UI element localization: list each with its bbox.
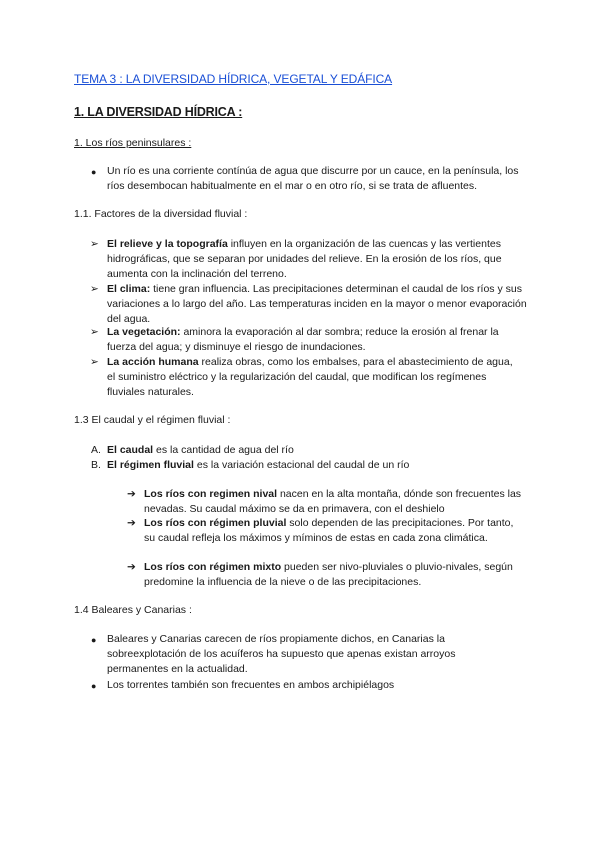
list-item: Los torrentes también son frecuentes en ambos archipiélagos [107,679,395,691]
section-heading-diversidad-hidrica: 1. LA DIVERSIDAD HÍDRICA : [74,105,243,119]
list-marker: B. [91,459,101,471]
document-title: TEMA 3 : LA DIVERSIDAD HÍDRICA, VEGETAL Y EDÁFICA [74,72,393,86]
list-item: Un río es una corriente contínúa de agua que discurre por un cauce, en la península, los ríos desembocan habitualmente en el mar o en otro río, si se trata de afluentes. [107,165,519,192]
arrowhead-icon: ➢ [90,283,99,295]
list-item: El relieve y la topografía influyen en la organización de las cuencas y las vertientes hidrográficas, que se separan por unidades del relieve. En la erosión de los ríos, que aumenta con la inclinación del terreno. [107,238,502,280]
list-item: La acción humana realiza obras, como los embalses, para el abastecimiento de agua, el suministro eléctrico y la regularización del caudal, que modifican los regímenes fluviales naturales. [107,356,513,398]
list-item: El régimen fluvial es la variación estacional del caudal de un río [107,459,410,471]
list-item: El clima: tiene gran influencia. Las precipitaciones determinan el caudal de los ríos y sus variaciones a lo largo del año. Las temperaturas inciden en la mayor o menor evaporación del agua. [107,283,527,325]
bullet-icon: ● [91,635,97,645]
bullet-icon: ● [91,681,97,691]
arrow-right-icon: ➔ [127,561,136,573]
list-item: La vegetación: aminora la evaporación al dar sombra; reduce la erosión al frenar la fuerza del agua; y disminuye el riesgo de inundaciones. [107,326,499,353]
list-item: El caudal es la cantidad de agua del río [107,444,294,456]
subheading-baleares: 1.4 Baleares y Canarias : [74,604,192,616]
list-item: Los ríos con régimen pluvial solo dependen de las precipitaciones. Por tanto, su caudal refleja los máximos y míminos de estas en cada zona climática. [144,517,514,544]
subheading-caudal: 1.3 El caudal y el régimen fluvial : [74,414,231,426]
list-marker: A. [91,444,101,456]
list-item: Los ríos con regimen nival nacen en la alta montaña, dónde son frecuentes las nevadas. Su caudal máximo se da en primavera, con el deshielo [144,488,522,515]
list-item: Baleares y Canarias carecen de ríos propiamente dichos, en Canarias la sobreexplotación de los acuíferos ha supuesto que apenas existan arroyos permanentes en la actualidad. [107,633,456,675]
arrow-right-icon: ➔ [127,517,136,529]
subheading-rios-peninsulares: 1. Los ríos peninsulares : [74,137,192,149]
arrowhead-icon: ➢ [90,238,99,250]
arrow-right-icon: ➔ [127,488,136,500]
bullet-icon: ● [91,167,97,177]
list-item: Los ríos con régimen mixto pueden ser nivo-pluviales o pluvio-nivales, según predomine la influencia de la nieve o de las precipitaciones. [144,561,513,588]
arrowhead-icon: ➢ [90,356,99,368]
subheading-factores: 1.1. Factores de la diversidad fluvial : [74,208,248,220]
arrowhead-icon: ➢ [90,326,99,338]
